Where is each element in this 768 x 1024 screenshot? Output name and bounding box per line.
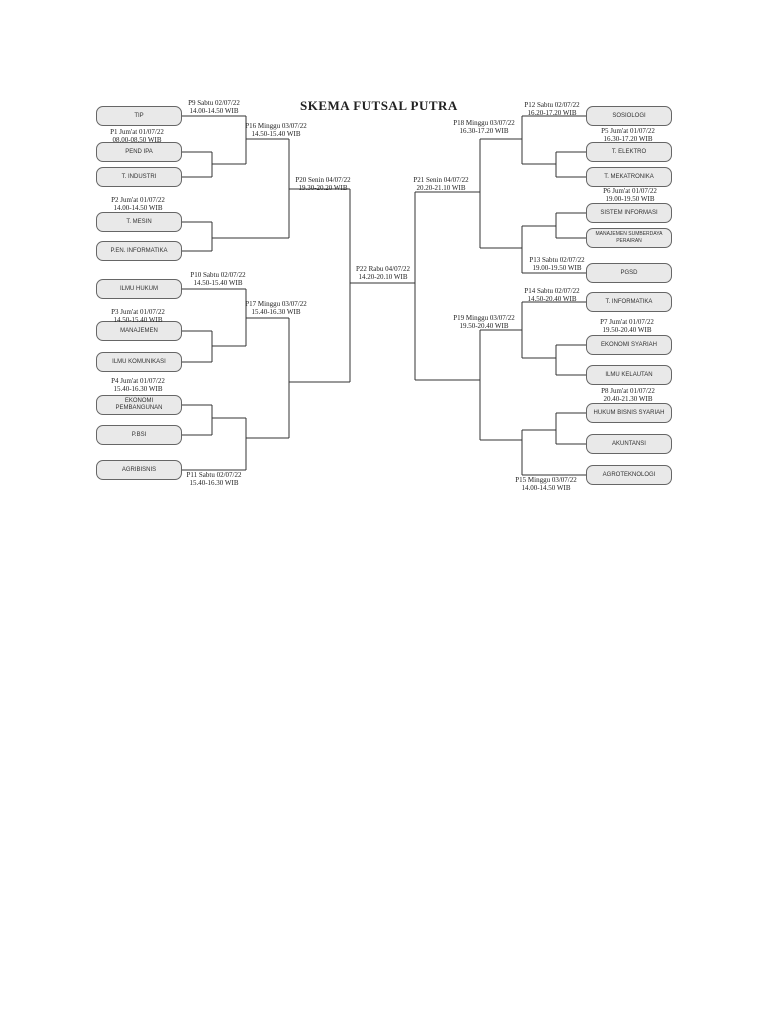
match-label-p10: P10 Sabtu 02/07/22 14.50-15.40 WIB	[190, 271, 246, 287]
match-label-p14: P14 Sabtu 02/07/22 14.50-20.40 WIB	[524, 287, 580, 303]
match-label-p8: P8 Jum'at 01/07/22 20.40-21.30 WIB	[601, 387, 655, 403]
match-label-p5: P5 Jum'at 01/07/22 16.30-17.20 WIB	[601, 127, 655, 143]
team-box-pend-ipa: PEND IPA	[96, 142, 182, 162]
team-box-manajemen: MANAJEMEN	[96, 321, 182, 341]
team-box-sistem-informasi: SISTEM INFORMASI	[586, 203, 672, 223]
match-label-p15: P15 Minggu 03/07/22 14.00-14.50 WIB	[515, 476, 577, 492]
team-box-sosiologi: SOSIOLOGI	[586, 106, 672, 126]
team-box-agribisnis: AGRIBISNIS	[96, 460, 182, 480]
team-box-t-mesin: T. MESIN	[96, 212, 182, 232]
match-label-p16: P16 Minggu 03/07/22 14.50-15.40 WIB	[245, 122, 307, 138]
match-label-p7: P7 Jum'at 01/07/22 19.50-20.40 WIB	[600, 318, 654, 334]
team-box-agroteknologi: AGROTEKNOLOGI	[586, 465, 672, 485]
team-box-t-mekatronika: T. MEKATRONIKA	[586, 167, 672, 187]
team-box-ekonomi-syariah: EKONOMI SYARIAH	[586, 335, 672, 355]
match-label-p3: P3 Jum'at 01/07/22 14.50-15.40 WIB	[111, 308, 165, 324]
team-box-ilmu-komunikasi: ILMU KOMUNIKASI	[96, 352, 182, 372]
team-box-ilmu-kelautan: ILMU KELAUTAN	[586, 365, 672, 385]
match-label-p1: P1 Jum'at 01/07/22 08.00-08.50 WIB	[110, 128, 164, 144]
team-box-akuntansi: AKUNTANSI	[586, 434, 672, 454]
team-box-t-industri: T. INDUSTRI	[96, 167, 182, 187]
match-label-p9: P9 Sabtu 02/07/22 14.00-14.50 WIB	[188, 99, 240, 115]
team-box-t-informatika: T. INFORMATIKA	[586, 292, 672, 312]
match-label-p22: P22 Rabu 04/07/22 14.20-20.10 WIB	[355, 265, 411, 281]
match-label-p20: P20 Senin 04/07/22 19.30-20.20 WIB	[295, 176, 351, 192]
team-box-ekonomi-pembangunan: EKONOMI PEMBANGUNAN	[96, 395, 182, 415]
match-label-p18: P18 Minggu 03/07/22 16.30-17.20 WIB	[453, 119, 515, 135]
match-label-p6: P6 Jum'at 01/07/22 19.00-19.50 WIB	[603, 187, 657, 203]
team-box-manajemen-sdp: MANAJEMEN SUMBERDAYA PERAIRAN	[586, 228, 672, 248]
team-box-t-elektro: T. ELEKTRO	[586, 142, 672, 162]
team-box-pbsi: P.BSI	[96, 425, 182, 445]
match-label-p2: P2 Jum'at 01/07/22 14.00-14.50 WIB	[111, 196, 165, 212]
match-label-p12: P12 Sabtu 02/07/22 16.20-17.20 WIB	[524, 101, 580, 117]
match-label-p4: P4 Jum'at 01/07/22 15.40-16.30 WIB	[111, 377, 165, 393]
match-label-p17: P17 Minggu 03/07/22 15.40-16.30 WIB	[245, 300, 307, 316]
team-box-hukum-bisnis-syariah: HUKUM BISNIS SYARIAH	[586, 403, 672, 423]
match-label-p13: P13 Sabtu 02/07/22 19.00-19.50 WIB	[529, 256, 585, 272]
team-box-ilmu-hukum: ILMU HUKUM	[96, 279, 182, 299]
team-box-tip: TIP	[96, 106, 182, 126]
team-box-pgsd: PGSD	[586, 263, 672, 283]
match-label-p11: P11 Sabtu 02/07/22 15.40-16.30 WIB	[186, 471, 242, 487]
match-label-p21: P21 Senin 04/07/22 20.20-21.10 WIB	[413, 176, 469, 192]
team-box-pen-informatika: P.EN. INFORMATIKA	[96, 241, 182, 261]
page-title: SKEMA FUTSAL PUTRA	[300, 98, 458, 113]
match-label-p19: P19 Minggu 03/07/22 19.50-20.40 WIB	[453, 314, 515, 330]
